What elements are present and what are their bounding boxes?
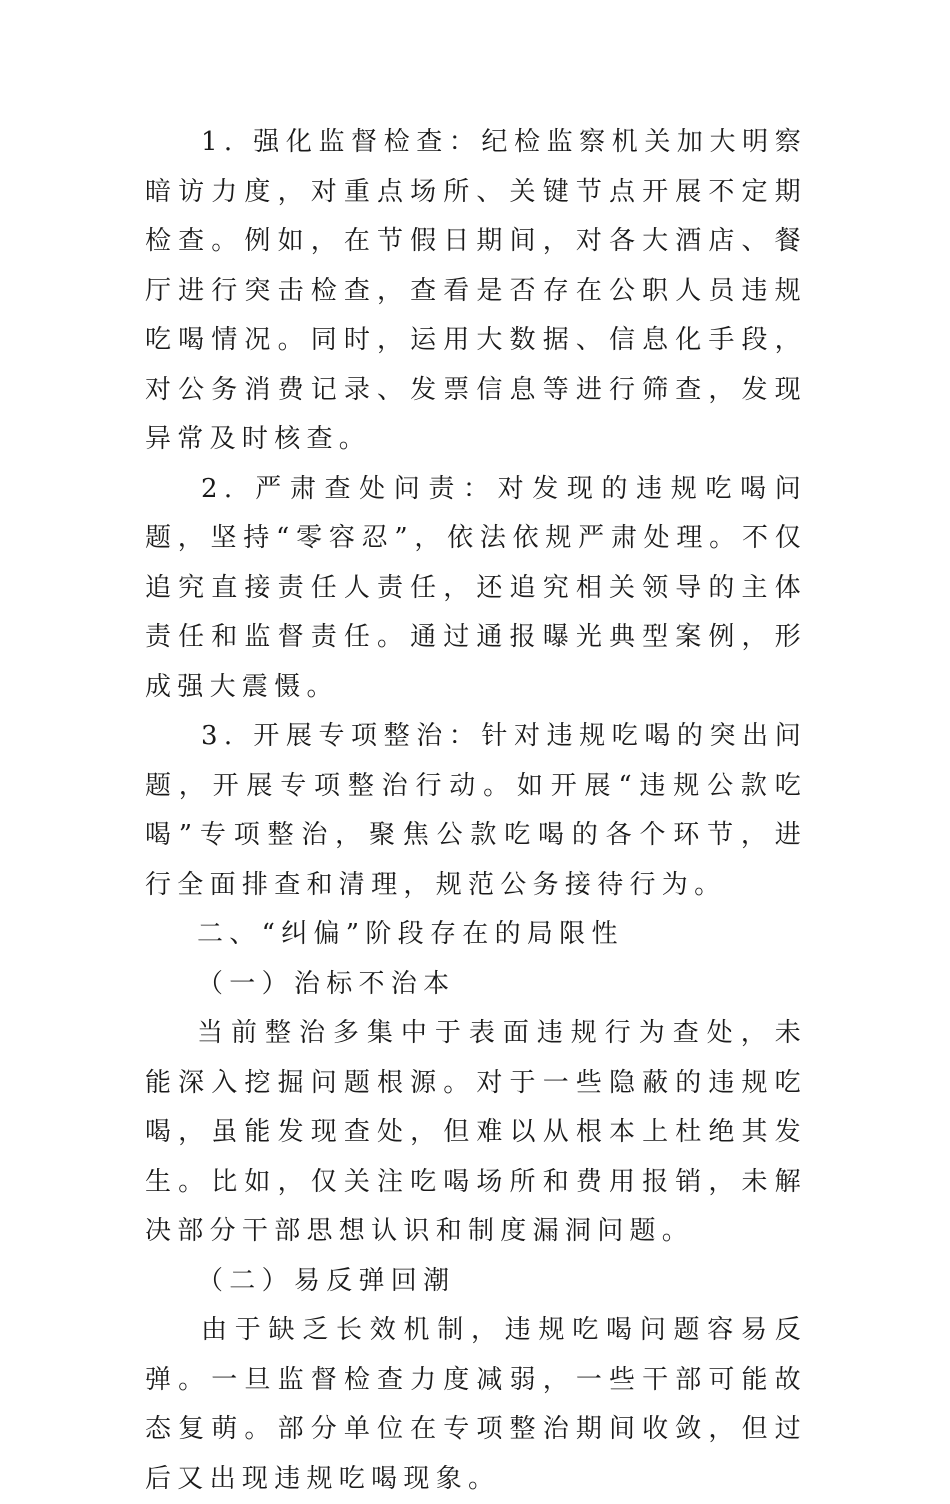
subheading-rebound: （二）易反弹回潮 (197, 1265, 456, 1296)
paragraph-strict-accountability: 2. 严肃查处问责：对发现的违规吃喝问题，坚持“零容忍”，依法依规严肃处理。不仅追究直接责任人责任，还追究相关领导的主体责任和监督责任。通过通报曝光典型案例，形成强大震慑。 (145, 473, 807, 702)
document-page (145, 118, 807, 1504)
paragraph-special-rectification: 3. 开展专项整治：针对违规吃喝的突出问题，开展专项整治行动。如开展“违规公款吃喝”专项整治，聚焦公款吃喝的各个环节，进行全面排查和清理，规范公务接待行为。 (145, 721, 807, 900)
paragraph-symptoms-not-root: 当前整治多集中于表面违规行为查处，未能深入挖掘问题根源。对于一些隐蔽的违规吃喝，虽能发现查处，但难以从根本上杜绝其发生。比如，仅关注吃喝场所和费用报销，未解决部分干部思想认识和制度漏洞问题。 (145, 1018, 807, 1246)
paragraph-rebound: 由于缺乏长效机制，违规吃喝问题容易反弹。一旦监督检查力度减弱，一些干部可能故态复萌。部分单位在专项整治期间收敛，但过后又出现违规吃喝现象。 (145, 1315, 807, 1494)
subheading-symptoms-not-root: （一）治标不治本 (197, 968, 456, 999)
section-heading-limitations: 二、“纠偏”阶段存在的局限性 (197, 919, 624, 949)
paragraph-strengthen-supervision: 1. 强化监督检查：纪检监察机关加大明察暗访力度，对重点场所、关键节点开展不定期检查。例如，在节假日期间，对各大酒店、餐厅进行突击检查，查看是否存在公职人员违规吃喝情况。同时，运用大数据、信息化手段，对公务消费记录、发票信息等进行筛查，发现异常及时核查。 (145, 127, 807, 454)
